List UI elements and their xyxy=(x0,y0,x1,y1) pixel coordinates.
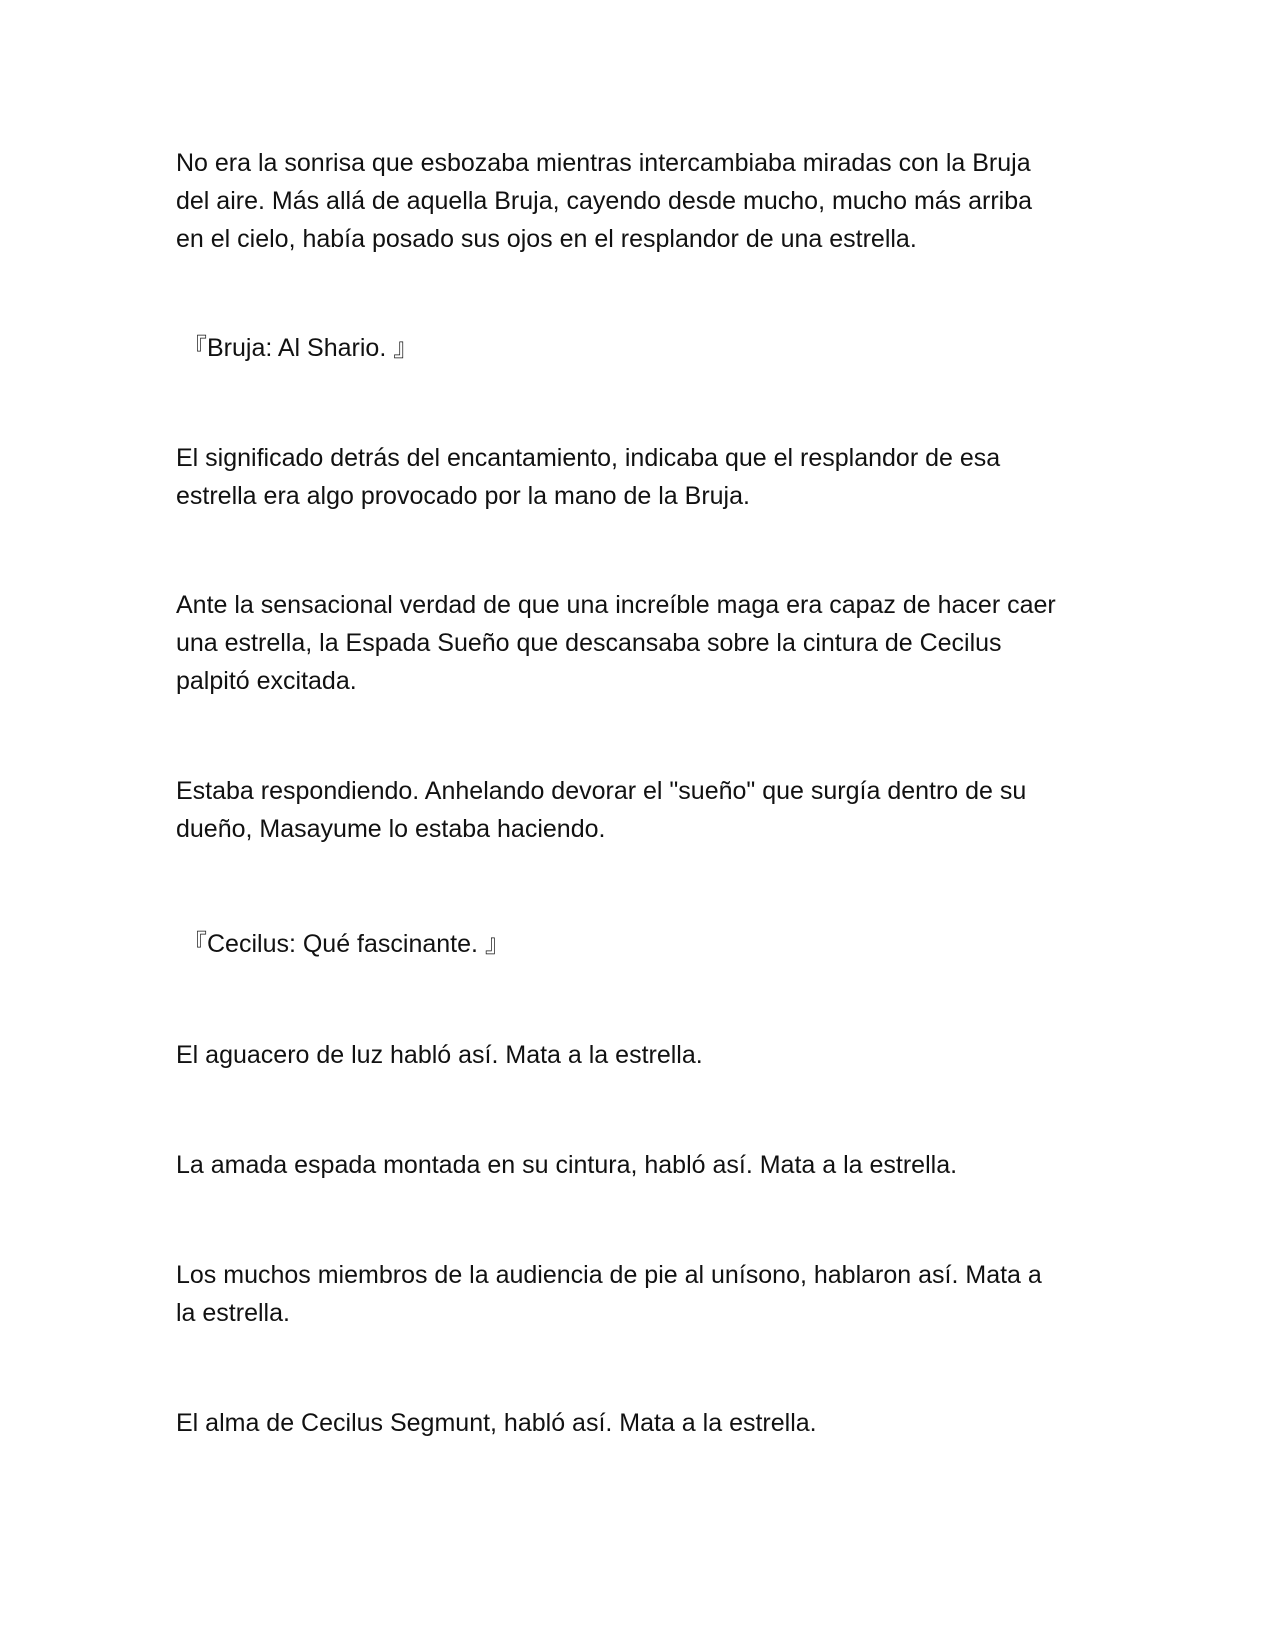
paragraph-line: en el cielo, había posado sus ojos en el resplandor de una estrella. xyxy=(176,225,917,253)
paragraph-6 xyxy=(176,1146,1116,1184)
paragraph-line: Los muchos miembros de la audiencia de pie al unísono, hablaron así. Mata a xyxy=(176,1261,1042,1289)
dialogue-bruja xyxy=(182,329,1122,367)
paragraph-line: No era la sonrisa que esbozaba mientras intercambiaba miradas con la Bruja xyxy=(176,149,1031,177)
paragraph-line: Ante la sensacional verdad de que una increíble maga era capaz de hacer caer xyxy=(176,591,1056,619)
dialogue-line: 『Cecilus: Qué fascinante. 』 xyxy=(182,930,510,958)
paragraph-line: El aguacero de luz habló así. Mata a la estrella. xyxy=(176,1041,703,1069)
paragraph-7 xyxy=(176,1256,1116,1332)
paragraph-5 xyxy=(176,1036,1116,1074)
paragraph-3 xyxy=(176,586,1116,700)
paragraph-1 xyxy=(176,144,1116,258)
paragraph-line: una estrella, la Espada Sueño que descansaba sobre la cintura de Cecilus xyxy=(176,629,1002,657)
paragraph-line: El alma de Cecilus Segmunt, habló así. Mata a la estrella. xyxy=(176,1409,817,1437)
paragraph-line: la estrella. xyxy=(176,1299,290,1327)
paragraph-line: El significado detrás del encantamiento, indicaba que el resplandor de esa xyxy=(176,444,1001,472)
paragraph-line: estrella era algo provocado por la mano de la Bruja. xyxy=(176,482,750,510)
paragraph-4 xyxy=(176,772,1116,848)
paragraph-2 xyxy=(176,439,1116,515)
paragraph-line: palpitó excitada. xyxy=(176,667,357,695)
paragraph-8 xyxy=(176,1404,1116,1442)
dialogue-cecilus xyxy=(182,925,1122,963)
paragraph-line: Estaba respondiendo. Anhelando devorar el "sueño" que surgía dentro de su xyxy=(176,777,1027,805)
paragraph-line: del aire. Más allá de aquella Bruja, cayendo desde mucho, mucho más arriba xyxy=(176,187,1033,215)
paragraph-line: La amada espada montada en su cintura, habló así. Mata a la estrella. xyxy=(176,1151,958,1179)
paragraph-line: dueño, Masayume lo estaba haciendo. xyxy=(176,815,606,843)
dialogue-line: 『Bruja: Al Shario. 』 xyxy=(182,334,419,362)
